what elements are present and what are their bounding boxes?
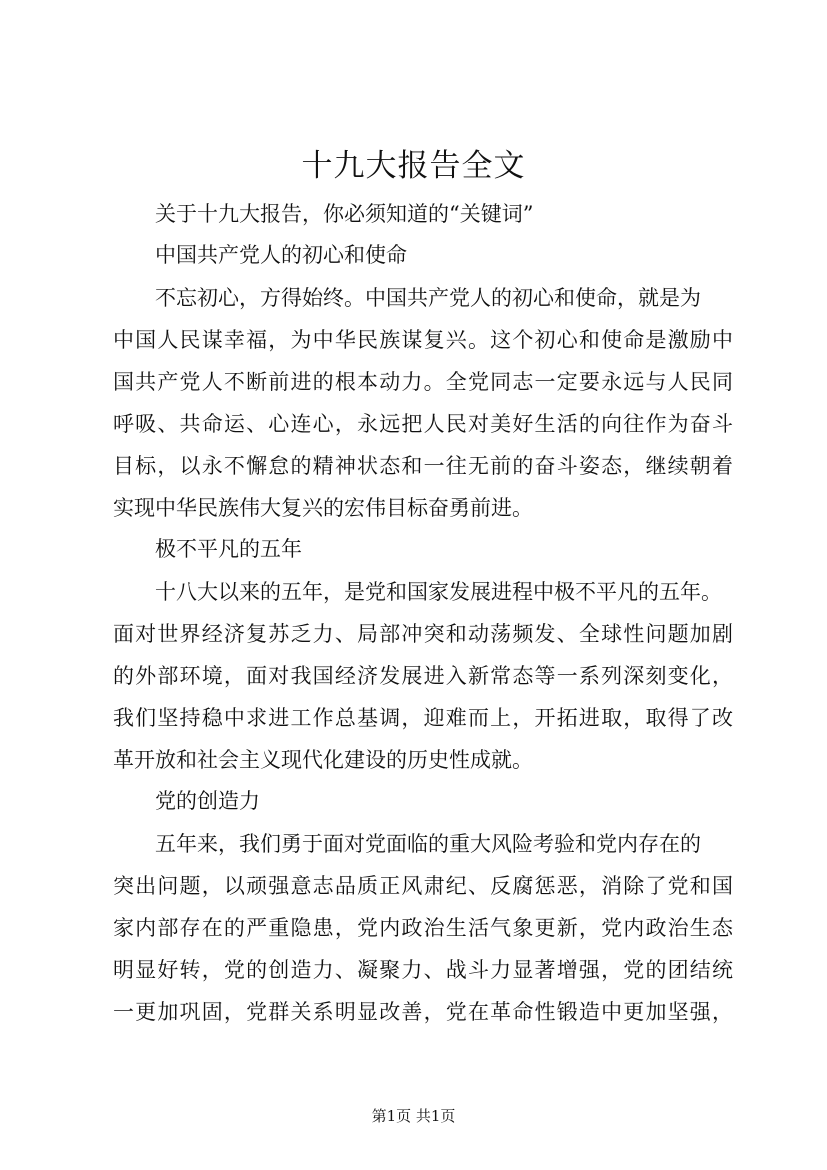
paragraph-line: 不忘初心，方得始终。中国共产党人的初心和使命，就是为 bbox=[155, 286, 701, 310]
paragraph-line: 面对世界经济复苏乏力、局部冲突和动荡频发、全球性问题加剧 bbox=[113, 622, 733, 646]
page-number-footer: 第1页 共1页 bbox=[371, 1107, 456, 1125]
paragraph-line: 家内部存在的严重隐患，党内政治生活气象更新，党内政治生态 bbox=[113, 916, 733, 940]
heading-keywords: 关于十九大报告，你必须知道的“关键词” bbox=[155, 202, 534, 226]
paragraph-line: 突出问题，以顽强意志品质正风肃纪、反腐惩恶，消除了党和国 bbox=[113, 874, 733, 898]
paragraph-line: 的外部环境，面对我国经济发展进入新常态等一系列深刻变化， bbox=[113, 664, 733, 688]
paragraph-line: 十八大以来的五年，是党和国家发展进程中极不平凡的五年。 bbox=[155, 580, 722, 604]
document-title: 十九大报告全文 bbox=[301, 148, 526, 184]
paragraph-line: 实现中华民族伟大复兴的宏伟目标奋勇前进。 bbox=[113, 496, 533, 520]
paragraph-line: 国共产党人不断前进的根本动力。全党同志一定要永远与人民同 bbox=[113, 370, 733, 394]
heading-original-aspiration: 中国共产党人的初心和使命 bbox=[155, 243, 407, 267]
paragraph-line: 我们坚持稳中求进工作总基调，迎难而上，开拓进取，取得了改 bbox=[113, 706, 733, 730]
paragraph-line: 目标，以永不懈怠的精神状态和一往无前的奋斗姿态，继续朝着 bbox=[113, 454, 733, 478]
paragraph-line: 明显好转，党的创造力、凝聚力、战斗力显著增强，党的团结统 bbox=[113, 958, 733, 982]
paragraph-line: 中国人民谋幸福，为中华民族谋复兴。这个初心和使命是激励中 bbox=[113, 328, 733, 352]
paragraph-line: 呼吸、共命运、心连心，永远把人民对美好生活的向往作为奋斗 bbox=[113, 412, 733, 436]
paragraph-line: 革开放和社会主义现代化建设的历史性成就。 bbox=[113, 748, 533, 772]
heading-five-years: 极不平凡的五年 bbox=[155, 537, 302, 561]
heading-creativity: 党的创造力 bbox=[155, 789, 260, 813]
paragraph-line: 五年来，我们勇于面对党面临的重大风险考验和党内存在的 bbox=[155, 832, 701, 856]
paragraph-line: 一更加巩固，党群关系明显改善，党在革命性锻造中更加坚强， bbox=[113, 1000, 733, 1024]
